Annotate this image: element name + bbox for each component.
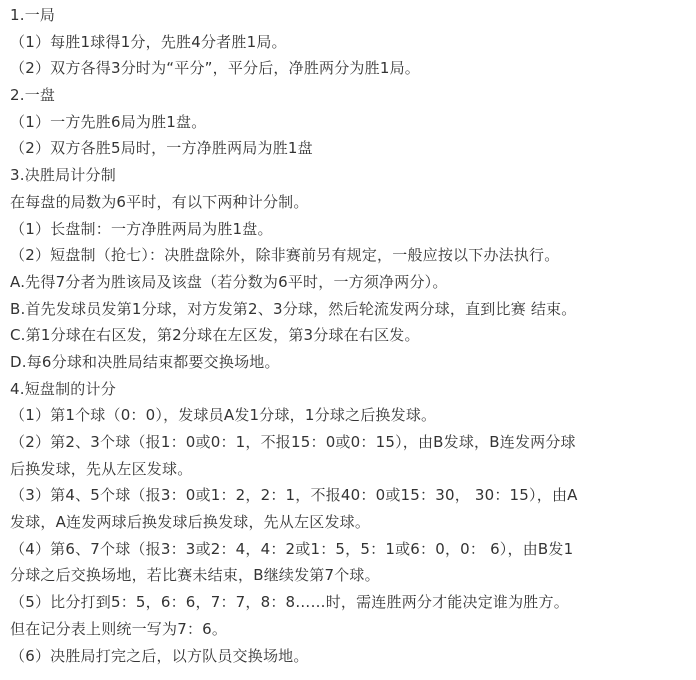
rule-line: （2）短盘制（抢七）：决胜盘除外，除非赛前另有规定，一般应按以下办法执行。 — [10, 246, 560, 265]
rule-line: （1）长盘制：一方净胜两局为胜1盘。 — [10, 219, 273, 238]
rule-line: （1）一方先胜6局为胜1盘。 — [10, 112, 207, 131]
section-heading-tiebreak-scoring: 4.短盘制的计分 — [10, 379, 116, 398]
rule-line: D.每6分球和决胜局结束都要交换场地。 — [10, 352, 280, 371]
rule-line: C.第1分球在右区发，第2分球在左区发，第3分球在右区发。 — [10, 326, 420, 345]
rule-line: （3）第4、5个球（报3：0或1：2，2：1，不报40：0或15：30， 30：15），由A — [10, 486, 578, 505]
rule-line: 后换发球，先从左区发球。 — [10, 459, 193, 478]
rule-line: （6）决胜局打完之后，以方队员交换场地。 — [10, 646, 309, 665]
rule-line: （1）每胜1球得1分，先胜4分者胜1局。 — [10, 32, 287, 51]
rule-line: 发球，A连发两球后换发球后换发球，先从左区发球。 — [10, 513, 371, 532]
rule-line: （5）比分打到5：5，6：6，7：7，8：8……时，需连胜两分才能决定谁为胜方。 — [10, 593, 569, 612]
tennis-scoring-rules — [10, 2, 690, 669]
rule-line: （2）第2、3个球（报1：0或0：1，不报15：0或0：15），由B发球，B连发两分球 — [10, 433, 576, 451]
rule-line: （2）双方各得3分时为“平分”，平分后，净胜两分为胜1局。 — [10, 59, 420, 78]
rule-line: （1）第1个球（0：0），发球员A发1分球，1分球之后换发球。 — [10, 406, 437, 425]
rule-line: B.首先发球员发第1分球，对方发第2、3分球，然后轮流发两分球，直到比赛 结束。 — [10, 299, 577, 318]
rule-line: 分球之后交换场地，若比赛未结束，B继续发第7个球。 — [10, 566, 380, 585]
rule-line: A.先得7分者为胜该局及该盘（若分数为6平时，一方须净两分）。 — [10, 272, 448, 291]
rule-line: （4）第6、7个球（报3：3或2：4，4：2或1：5，5：1或6：0，0： 6），由B发1 — [10, 539, 574, 558]
section-heading-set: 2.一盘 — [10, 86, 56, 105]
section-heading-game: 1.一局 — [10, 6, 56, 24]
rule-line: 在每盘的局数为6平时，有以下两种计分制。 — [10, 192, 309, 211]
section-heading-tiebreak-system: 3.决胜局计分制 — [10, 166, 116, 185]
rule-line: （2）双方各胜5局时，一方净胜两局为胜1盘 — [10, 139, 313, 158]
rule-line: 但在记分表上则统一写为7：6。 — [10, 619, 228, 638]
